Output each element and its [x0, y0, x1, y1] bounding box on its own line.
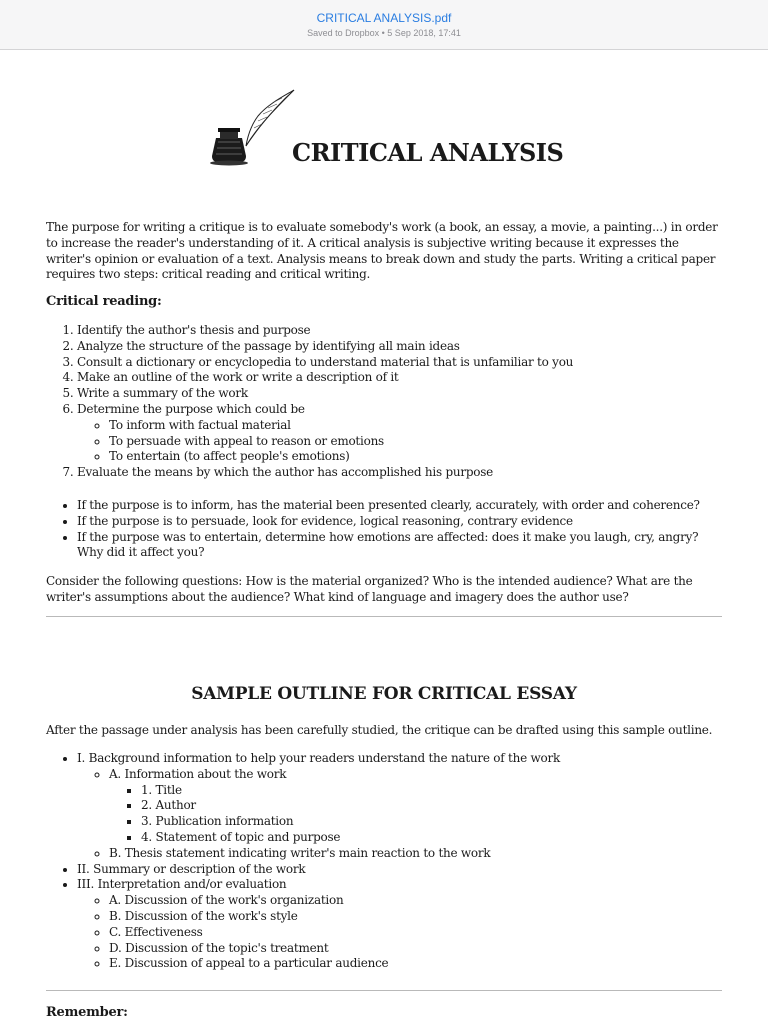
outline-item: ◦ B. Discussion of the work's style	[109, 909, 717, 925]
outline-item	[77, 877, 717, 972]
document-title: CRITICAL ANALYSIS	[292, 138, 564, 167]
outline-item: ◦ C. Effectiveness	[109, 925, 717, 941]
list-item	[77, 402, 717, 465]
document-filename[interactable]: CRITICAL ANALYSIS.pdf	[316, 11, 452, 25]
outline-intro-paragraph: After the passage under analysis has been carefully studied, the critique can be drafted using this sample outline.	[46, 723, 713, 737]
list-item-text: Determine the purpose which could be	[77, 401, 305, 416]
outline-sublist	[77, 767, 717, 862]
outline-item: ◦ A. Discussion of the work's organization	[109, 893, 717, 909]
outline-item	[109, 767, 717, 846]
outline-item: ▪ 1. Title	[141, 783, 717, 799]
outline-sublist	[109, 783, 717, 846]
outline-item	[77, 751, 717, 862]
list-item: ◦ To entertain (to affect people's emotions)	[109, 449, 717, 465]
outline-item-text: A. Information about the work	[109, 766, 287, 781]
consider-paragraph: Consider the following questions: How is the material organized? Who is the intended audience? What are the writer's assumptions about the audience? What kind of language and imagery does the author use?	[46, 574, 693, 604]
outline-item: ◦ D. Discussion of the topic's treatment	[109, 941, 717, 957]
list-item: 2. Analyze the structure of the passage by identifying all main ideas	[77, 339, 717, 355]
outline-item: ▪ 4. Statement of topic and purpose	[141, 830, 717, 846]
sample-outline-heading: SAMPLE OUTLINE FOR CRITICAL ESSAY	[191, 684, 577, 704]
list-item: ◦ To persuade with appeal to reason or emotions	[109, 434, 717, 450]
list-item: • If the purpose is to persuade, look for evidence, logical reasoning, contrary evidence	[77, 514, 722, 530]
evaluation-checks	[46, 498, 722, 561]
list-item: 7. Evaluate the means by which the author has accomplished his purpose	[77, 465, 717, 481]
list-item: 1. Identify the author's thesis and purpose	[77, 323, 717, 339]
outline-item: ▪ 3. Publication information	[141, 814, 717, 830]
list-item: 5. Write a summary of the work	[77, 386, 717, 402]
outline-item-text: III. Interpretation and/or evaluation	[77, 877, 287, 892]
outline-item: ◦ E. Discussion of appeal to a particular audience	[109, 956, 717, 972]
intro-paragraph: The purpose for writing a critique is to evaluate somebody's work (a book, an essay, a movie, a painting...) in order to increase the reader's understanding of it. A critical analysis is subjective writing because it expresses the writer's opinion or evaluation of a text. Analysis means to break down and study the parts. Writing a critical paper requires two steps: critical reading and critical writing.	[46, 220, 718, 282]
list-item: ◦ To inform with factual material	[109, 418, 717, 434]
critical-reading-steps	[46, 323, 717, 481]
outline-item: ▪ 2. Author	[141, 798, 717, 814]
remember-heading: Remember:	[46, 1005, 128, 1020]
quill-inkwell-icon	[206, 86, 296, 170]
divider	[46, 616, 722, 617]
list-item: 4. Make an outline of the work or write a description of it	[77, 370, 717, 386]
list-item: 3. Consult a dictionary or encyclopedia to understand material that is unfamiliar to you	[77, 355, 717, 371]
outline-sublist	[77, 893, 717, 972]
save-status: Saved to Dropbox • 5 Sep 2018, 17:41	[307, 28, 461, 38]
outline-item: ◦ B. Thesis statement indicating writer's main reaction to the work	[109, 846, 717, 862]
list-item: • If the purpose was to entertain, determine how emotions are affected: does it make you laugh, cry, angry? Why did it affect you?	[77, 530, 722, 562]
sample-outline	[46, 751, 717, 972]
purpose-sublist	[77, 418, 717, 465]
critical-reading-heading: Critical reading:	[46, 294, 162, 309]
outline-item: • II. Summary or description of the work	[77, 862, 717, 878]
outline-item-text: I. Background information to help your readers understand the nature of the work	[77, 751, 560, 765]
divider	[46, 990, 722, 991]
list-item: • If the purpose is to inform, has the material been presented clearly, accurately, with order and coherence?	[77, 498, 722, 514]
pdf-viewer-titlebar	[0, 0, 768, 50]
